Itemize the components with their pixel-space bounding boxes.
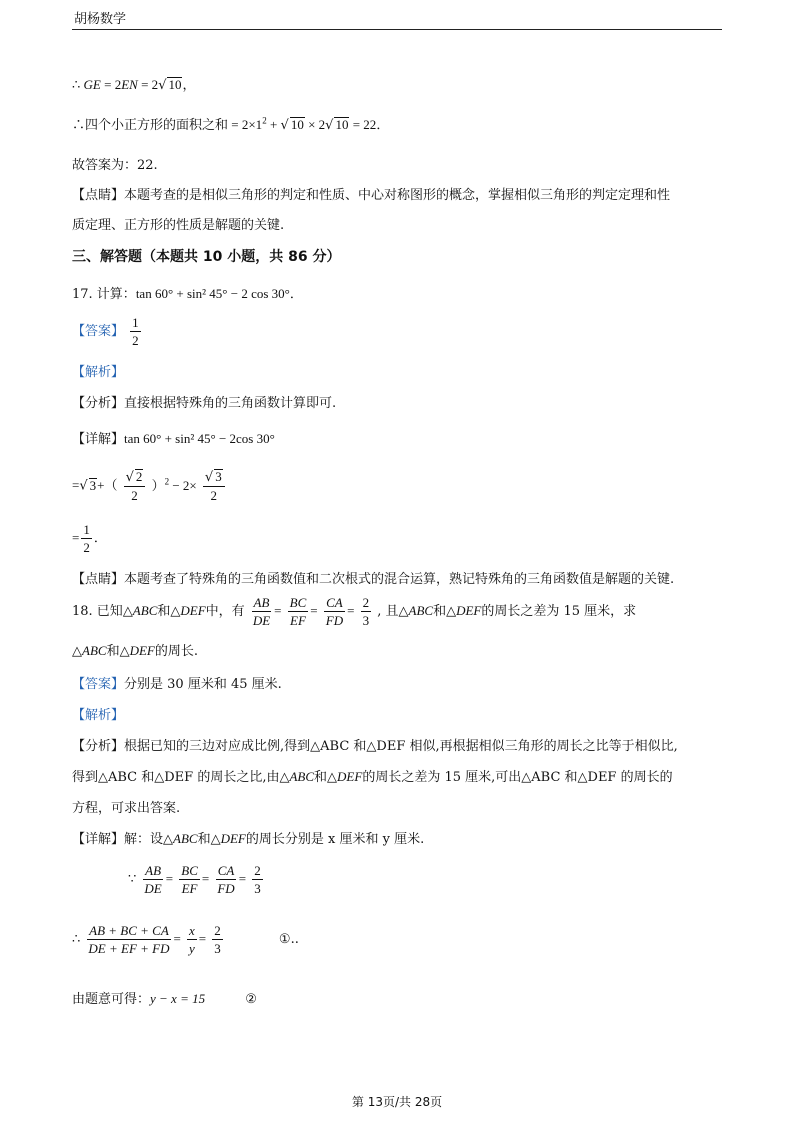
header-rule <box>72 29 722 30</box>
q18-because-line: ∵ $\frac{AB}{DE}$ = $\frac{BC}{EF}$ = $\frac{CA}{FD}$ = $\frac{2}{3}$ <box>128 863 261 896</box>
q17-answer: 【答案】 $\frac{1}{2}$ <box>72 315 139 348</box>
answer-line: 故答案为：22. <box>72 158 158 173</box>
q17-analysis: 【分析】直接根据特殊角的三角函数计算即可. <box>72 396 337 411</box>
q17-comment: 【点睛】本题考查了特殊角的三角函数值和二次根式的混合运算，熟记特殊角的三角函数值是解题的关键. <box>72 572 675 587</box>
q17-step2: = $\frac{1}{2}$ ． <box>72 522 107 555</box>
q18-analysis-line3: 方程，可求出答案. <box>72 801 181 816</box>
section-heading: 三、解答题（本题共 10 小题，共 86 分） <box>72 249 341 265</box>
q17-stem: 17. 计算：tan 60° + sin² 45° − 2 cos 30°． <box>72 286 303 302</box>
q18-analysis-tag: 【解析】 <box>72 708 125 723</box>
q18-analysis-line1: 【分析】根据已知的三边对应成比例,得到△ABC 和△DEF 相似,再根据相似三角形的周长之比等于相似比, <box>72 739 678 754</box>
line-ge: ∴ GE = 2EN = 2√ 10， <box>72 77 196 93</box>
q17-analysis-tag: 【解析】 <box>72 365 125 380</box>
q18-stem-line2: △ABC和△DEF的周长. <box>72 643 198 659</box>
q18-analysis-line2: 得到△ABC 和△DEF 的周长之比,由△ABC和△DEF的周长之差为 15 厘米,可出△ABC 和△DEF 的周长的 <box>72 769 673 785</box>
line-area-sum: ∴四个小正方形的面积之和 = $2\times 1^2$ + √ 10 × 2√ 10 = 22． <box>72 115 390 133</box>
circle-one: ① <box>278 931 291 946</box>
q18-given-line: 由题意可得：y − x = 15 ② <box>72 991 257 1007</box>
q18-answer: 【答案】分别是 30 厘米和 45 厘米. <box>72 677 282 692</box>
comment-line-2: 质定理、正方形的性质是解题的关键. <box>72 218 285 233</box>
circle-two: ② <box>245 991 257 1006</box>
q17-step1: =√ 3+（ $\frac{√ 2}{2}$ ）$^2$ − 2× $\frac{√ 3}{2}$ <box>72 468 227 504</box>
comment-line-1: 【点睛】本题考查的是相似三角形的判定和性质、中心对称图形的概念，掌握相似三角形的判定定理和性 <box>72 188 671 203</box>
page-footer: 第 13页/共 28页 <box>351 1095 443 1109</box>
q18-detail: 【详解】解：设△ABC和△DEF的周长分别是 x 厘米和 y 厘米. <box>72 831 425 847</box>
q18-stem-line1: 18. 已知△ABC和△DEF中，有 $\frac{AB}{DE}$ = $\frac{BC}{EF}$ = $\frac{CA}{FD}$ = $\frac{2}{3}$ , 且△ABC和△DEF的周长之差为 15 厘米，求 <box>72 595 637 628</box>
q18-therefore-line: ∴ $\frac{AB + BC + CA}{DE + EF + FD}$ = $\frac{x}{y}$ = $\frac{2}{3}$ ①.. <box>72 923 299 956</box>
q17-detail: 【详解】tan 60° + sin² 45° − 2cos 30° <box>72 431 275 447</box>
header-title: 胡杨数学 <box>74 12 127 27</box>
